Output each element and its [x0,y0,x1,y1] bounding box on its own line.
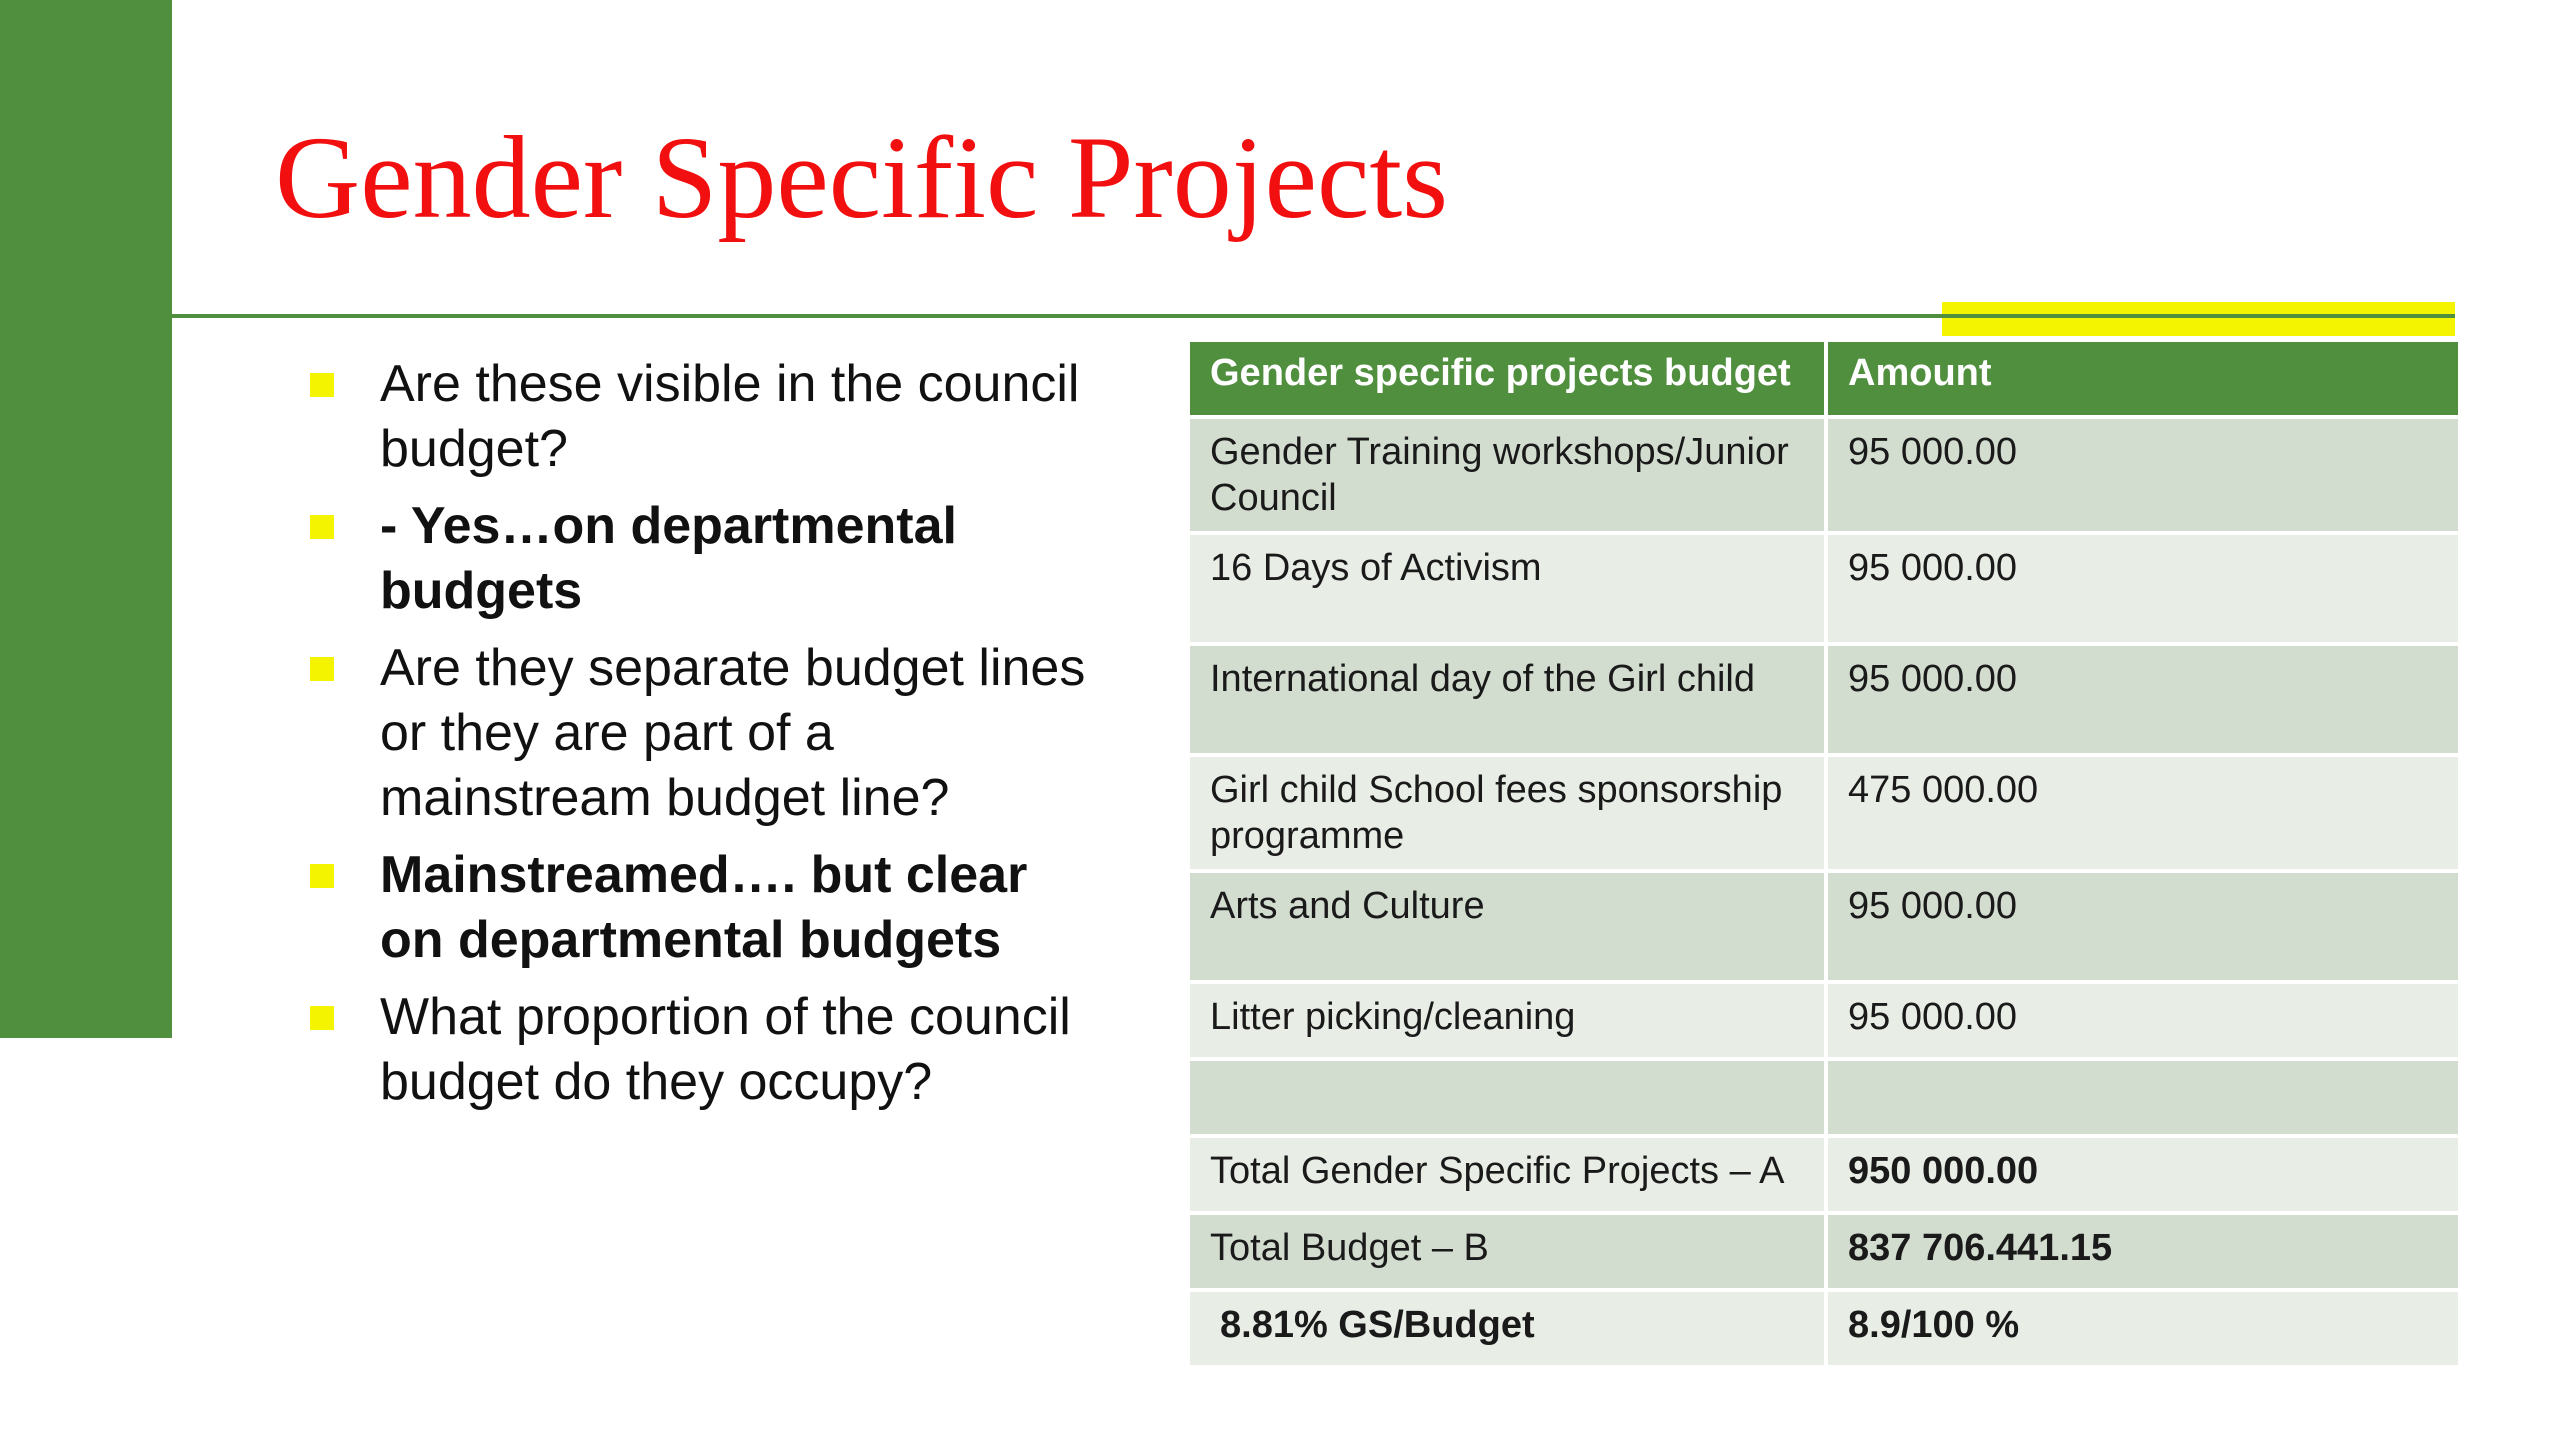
amount-cell: 837 706.441.15 [1828,1215,2458,1288]
bullet-item [300,352,1090,482]
project-cell: 8.81% GS/Budget [1190,1292,1828,1365]
table-row [1190,873,2458,980]
amount-cell: 475 000.00 [1828,757,2458,869]
proportion-row [1190,1292,2458,1365]
project-cell: Total Gender Specific Projects – A [1190,1138,1828,1211]
project-cell: Total Budget – B [1190,1215,1828,1288]
column-header-project: Gender specific projects budget [1190,342,1828,415]
bullet-item [300,494,1090,624]
amount-cell: 95 000.00 [1828,984,2458,1057]
project-cell: Litter picking/cleaning [1190,984,1828,1057]
square-bullet-icon [310,515,334,539]
bullet-list [300,352,1090,1127]
project-cell: Arts and Culture [1190,873,1828,980]
project-cell: 16 Days of Activism [1190,535,1828,642]
amount-cell: 95 000.00 [1828,419,2458,531]
table-row [1190,757,2458,869]
total-gs-row [1190,1138,2458,1211]
table-header-row [1190,342,2458,415]
table-row [1190,984,2458,1057]
slide-title: Gender Specific Projects [275,112,1449,243]
square-bullet-icon [310,657,334,681]
project-cell: International day of the Girl child [1190,646,1828,753]
project-cell: Girl child School fees sponsorship programme [1190,757,1828,869]
square-bullet-icon [310,373,334,397]
budget-table [1190,338,2458,1369]
bullet-text: - Yes…on departmental budgets [380,497,957,620]
yellow-accent-stripe [1942,302,2455,336]
left-accent-bar [0,0,172,1038]
bullet-text: Are they separate budget lines or they are part of a mainstream budget line? [380,639,1086,827]
amount-cell: 95 000.00 [1828,873,2458,980]
bullet-item [300,985,1090,1115]
column-header-amount: Amount [1828,342,2458,415]
amount-cell: 95 000.00 [1828,535,2458,642]
bullet-item [300,636,1090,831]
project-cell: Gender Training workshops/Junior Council [1190,419,1828,531]
amount-cell: 8.9/100 % [1828,1292,2458,1365]
square-bullet-icon [310,1006,334,1030]
amount-cell [1828,1061,2458,1134]
total-budget-row [1190,1215,2458,1288]
table-row [1190,419,2458,531]
bullet-item [300,843,1090,973]
table-row [1190,535,2458,642]
bullet-text: Are these visible in the council budget? [380,355,1080,478]
amount-cell: 95 000.00 [1828,646,2458,753]
project-cell [1190,1061,1828,1134]
bullet-text: Mainstreamed…. but clear on departmental budgets [380,846,1028,969]
table-row-empty [1190,1061,2458,1134]
bullet-text: What proportion of the council budget do they occupy? [380,988,1071,1111]
table-row [1190,646,2458,753]
amount-cell: 950 000.00 [1828,1138,2458,1211]
square-bullet-icon [310,864,334,888]
